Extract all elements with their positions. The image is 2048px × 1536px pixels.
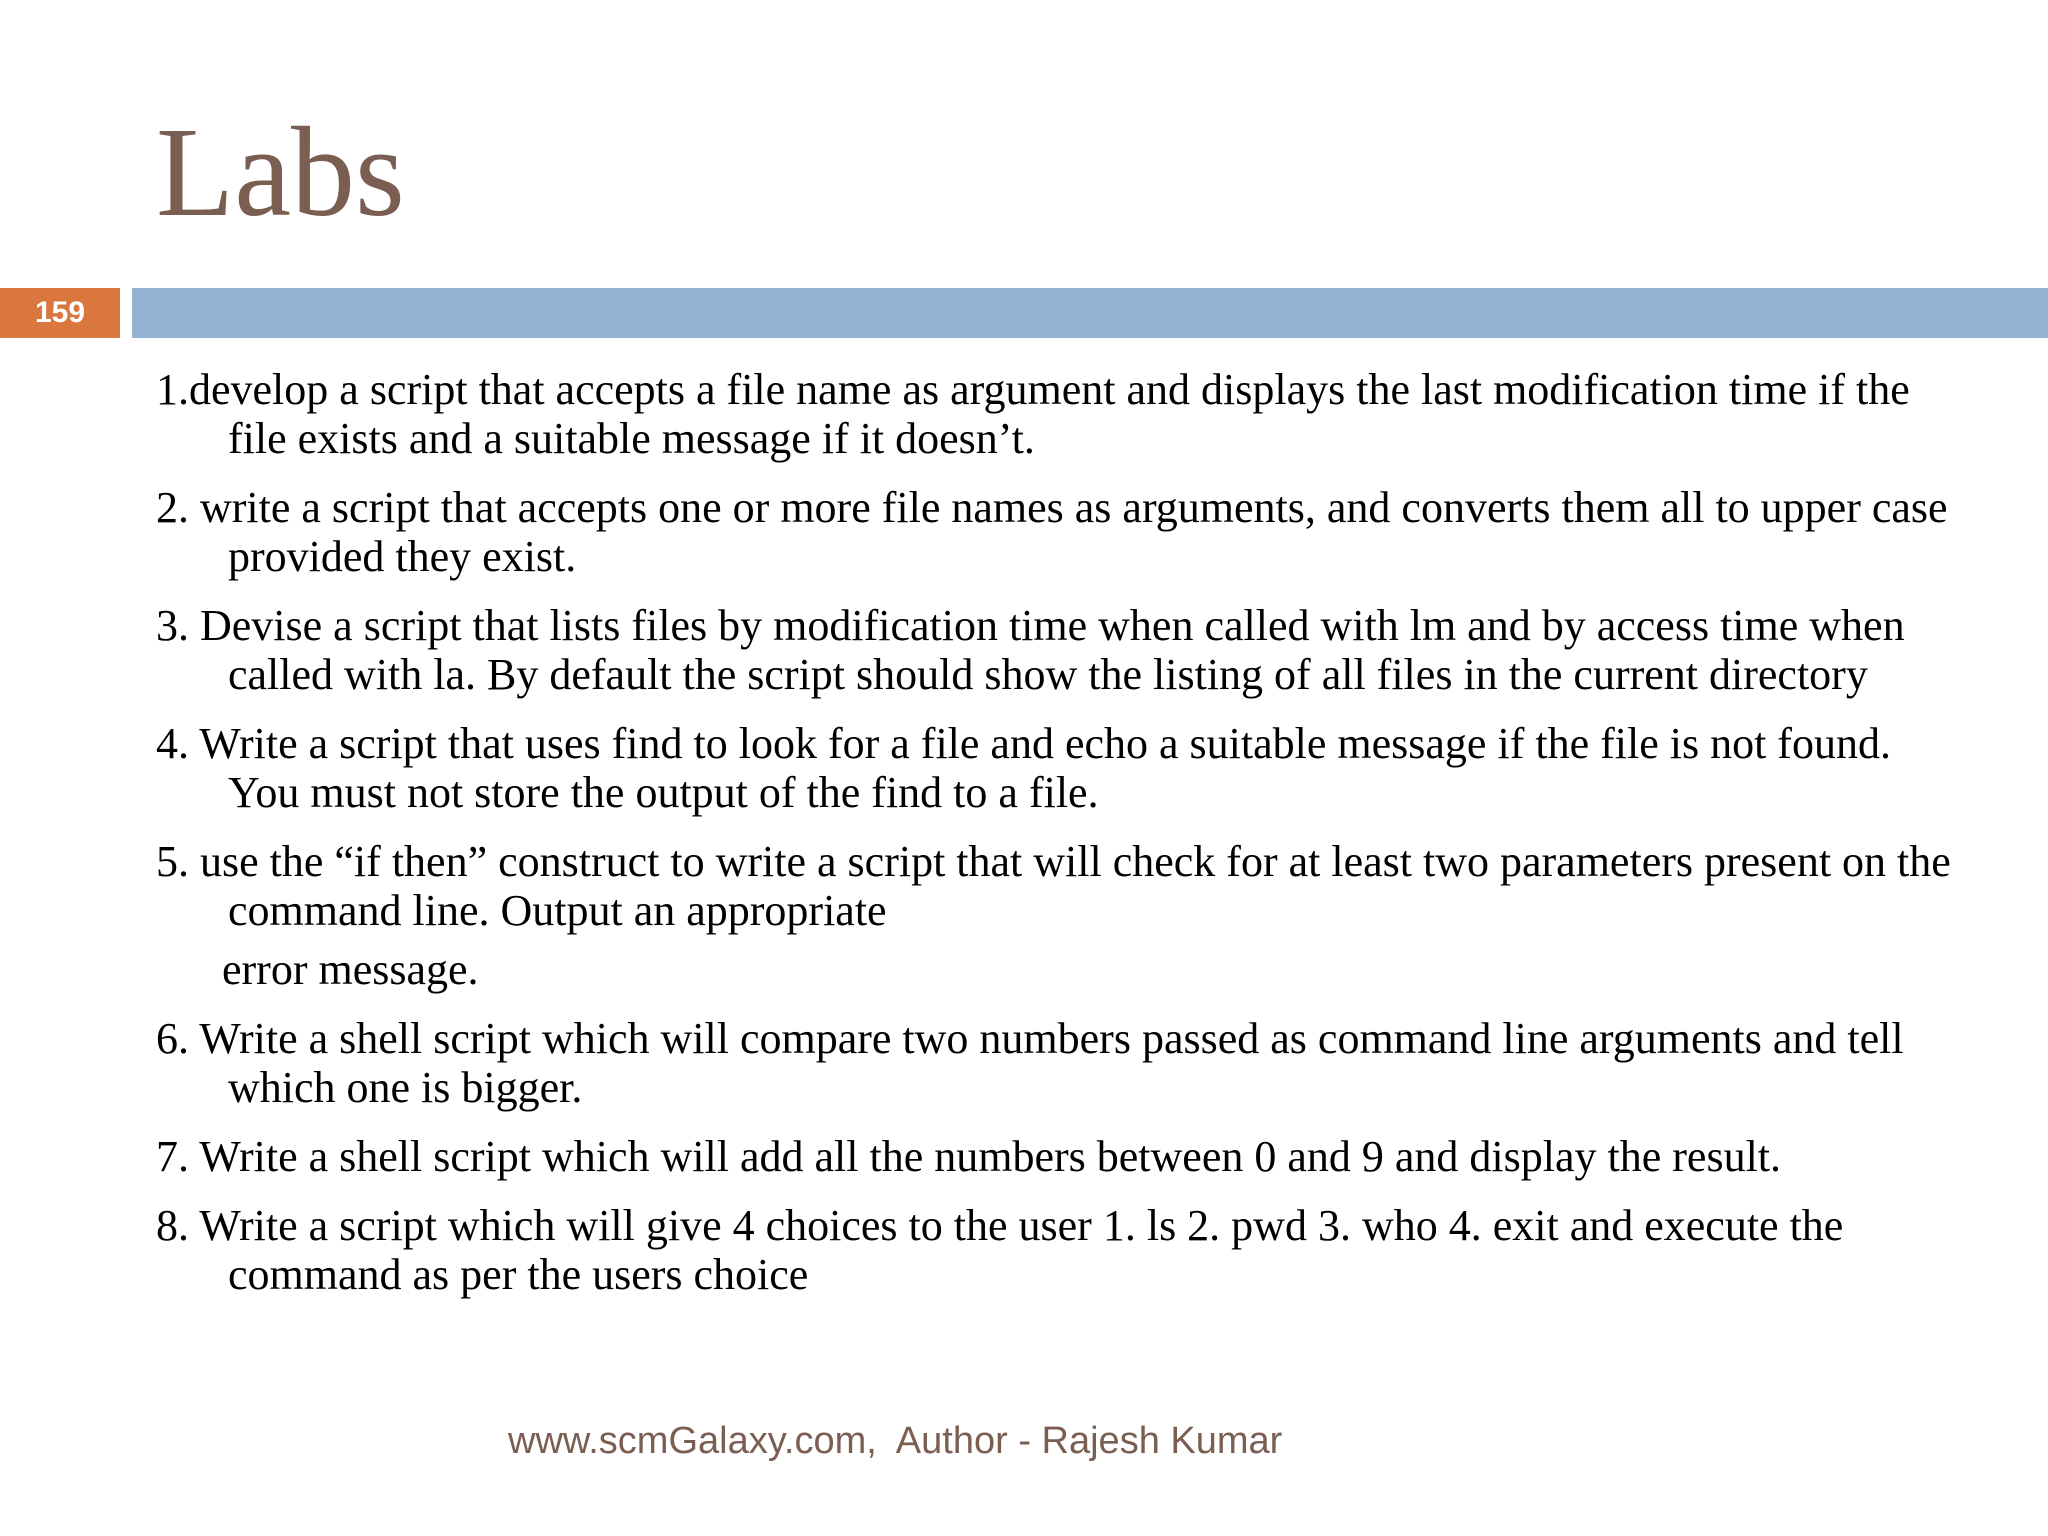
lab-exercise-item-continuation: error message. (222, 945, 479, 994)
slide-footer: www.scmGalaxy.com, Author - Rajesh Kumar (508, 1420, 1283, 1462)
slide-number-badge: 159 (0, 288, 120, 338)
lab-exercise-item: 1.develop a script that accepts a file name as argument and displays the last modification time if the file exists and a suitable message if it doesn’t. (156, 365, 1910, 463)
lab-exercise-item: 7. Write a shell script which will add all the numbers between 0 and 9 and display the result. (156, 1132, 1782, 1181)
lab-exercise-item: 3. Devise a script that lists files by modification time when called with lm and by access time when called with la. By default the script should show the listing of all files in the current directory (156, 601, 1905, 699)
lab-exercise-item: 5. use the “if then” construct to write a script that will check for at least two parameters present on the command line. Output an appropriate (156, 837, 1951, 935)
lab-exercise-list (156, 365, 1956, 1319)
title-divider-bar (132, 288, 2048, 338)
lab-exercise-item: 6. Write a shell script which will compare two numbers passed as command line arguments and tell which one is bigger. (156, 1014, 1904, 1112)
lab-exercise-item: 4. Write a script that uses find to look for a file and echo a suitable message if the file is not found. You must not store the output of the find to a file. (156, 719, 1891, 817)
lab-exercise-item: 2. write a script that accepts one or more file names as arguments, and converts them all to upper case provided they exist. (156, 483, 1948, 581)
slide-title: Labs (156, 101, 405, 243)
lab-exercise-item: 8. Write a script which will give 4 choices to the user 1. ls 2. pwd 3. who 4. exit and execute the command as per the users choice (156, 1201, 1844, 1299)
